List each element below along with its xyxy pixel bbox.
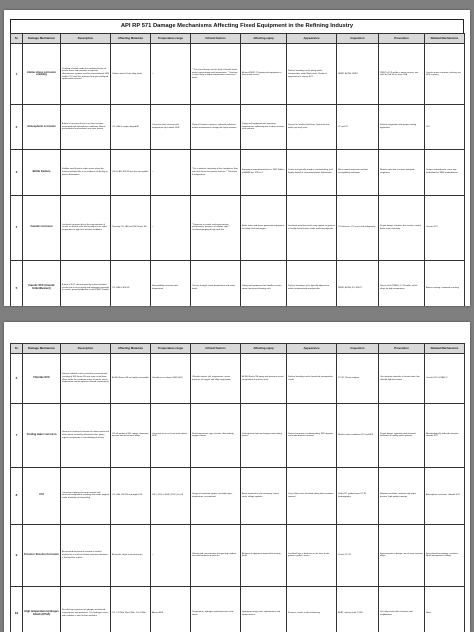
header-sr: Sr. [11, 34, 23, 44]
header-appearance: Appearance [287, 34, 337, 44]
document-page-2 [4, 322, 470, 632]
header-description: Description [61, 34, 111, 44]
inspection-cell: Monitor water conditions; EC and IRIS [337, 404, 379, 467]
related-mechanisms-cell: Caustic SCC & PASCC [425, 354, 465, 404]
prevention-cell: Use alloy steels with chromium and molybdenum [379, 586, 425, 632]
table-row [11, 404, 465, 467]
related-mechanisms-cell: Microbiologically induced corrosion, chloride SCC [425, 404, 465, 467]
header-critical-factors: Critical Factors [191, 34, 241, 44]
inspection-cell: UT thickness; UT scans and radiography [337, 195, 379, 260]
inspection-cell: AUBT, velocity ratio, TOFD [337, 586, 379, 632]
critical-factors-cell: Temperature, hydrogen partial pressure, time, stress [191, 586, 241, 632]
table-row [11, 354, 465, 404]
table-row [11, 467, 465, 524]
critical-factors-cell: Velocity and concentration of impacting medium, size and hardness of particles [191, 524, 241, 586]
header-damage-mechanism: Damage Mechanism [23, 344, 61, 354]
row-number: 7 [11, 404, 23, 467]
affected-equipment-cell: Areas exposed to mist overspray, steam vents, deluge systems [241, 467, 287, 524]
temperature-cell: Susceptibility increases with temperature [151, 260, 191, 306]
damage-mechanisms-table [10, 33, 465, 306]
header-inspection: Inspection [337, 344, 379, 354]
materials-cell: All 300 Series SS are highly susceptible [111, 354, 151, 404]
materials-cell: All metals, alloys and refractories [111, 524, 151, 586]
mechanism-name: Erosion / Erosion-Corrosion [23, 524, 61, 586]
critical-factors-cell: Fluid temperature, type of water, flow velocity, oxygen content [191, 404, 241, 467]
affected-equipment-cell: Boiler water and steam generation equipment including heat exchangers [241, 195, 287, 260]
row-number: 10 [11, 586, 23, 632]
header-temperature-range: Temperature range [151, 344, 191, 354]
table-row [11, 195, 465, 260]
description-cell: General or localized corrosion of carbon steels and other metals caused by dissolved salts, gases, organic compounds or microbiological activity [61, 404, 111, 467]
affected-equipment-cell: Piping and equipment with operating temperatures sufficiently low to allow moisture to be present [241, 105, 287, 149]
header-sr: Sr. [11, 344, 23, 354]
description-cell: Sudden rapid fracture under stress where the material exhibits little or no evidence of ductility or plastic deformation [61, 149, 111, 195]
table-header-row [11, 344, 465, 354]
header-critical-factors: Critical Factors [191, 344, 241, 354]
header-inspection: Inspection [337, 34, 379, 44]
table-row [11, 524, 465, 586]
mechanism-name: Amine stress corrosion cracking [23, 44, 61, 105]
table-row [11, 586, 465, 632]
temperature-cell: 10F (-12C) to 350F (175C) for CS [151, 467, 191, 524]
prevention-cell: Use resistant materials of construction; low chloride hydrotest water [379, 354, 425, 404]
materials-cell: CS, LAS, 300 SS and duplex SS [111, 467, 151, 524]
header-prevention: Prevention [379, 34, 425, 44]
table-row [11, 44, 465, 105]
appearance-cell: Surface breaking cracks; branched transgranular cracks [287, 354, 337, 404]
prevention-cell: Proper design, minimize free caustic, control boiler water chemistry [379, 195, 425, 260]
affected-equipment-cell: Equipment manufactured prior to 1987 Edition of ASME Sec VIII Div 1 [241, 149, 287, 195]
materials-cell: CS, LAS & copper alloyed Al [111, 105, 151, 149]
mechanism-name: CUI [23, 467, 61, 524]
temperature-cell: Usually occurs above 140F (60C) [151, 354, 191, 404]
affected-equipment-cell: Cooling water heat exchangers and cooling towers [241, 404, 287, 467]
materials-cell: CS, all grades of SS, copper, aluminum, titanium and nickel base alloys [111, 404, 151, 467]
related-mechanisms-cell: Caustic stress corrosion cracking, wet H2S cracking [425, 44, 465, 105]
description-cell: Accelerated mechanical removal of surface material as a result of relative movement between a fluid and the surface [61, 524, 111, 586]
related-mechanisms-cell: Temper embrittlement, strain age embrittlement, 885F embrittlement [425, 149, 465, 195]
affected-equipment-cell: All non-PWHT CS piping and equipment in lean amine service [241, 44, 287, 105]
description-cell: Cracking of steels under the combined action of tensile stress and corrosion in aqueous alkanolamine systems used to remove/absorb H2S and/or CO2 and their mixtures from gas and liquid hydrocarbon streams [61, 44, 111, 105]
materials-cell: CS, C-0.5Mo, Mn-0.5Mo, 1Cr-0.5Mo [111, 586, 151, 632]
critical-factors-cell: * The critical factors are the level of tensile stress, amine concentration and temperature. * Cracking is more likely at higher temperatures and stress levels [191, 44, 241, 105]
row-number: 1 [11, 44, 23, 105]
temperature-cell: Above 400F [151, 586, 191, 632]
header-affecting-materials: Affecting Materials [111, 344, 151, 354]
description-cell: Surface initiated cracks caused by environmental cracking of 300 Series SS and some nickel base alloys under the combined action of tensile stress, temperature and an aqueous chloride environment [61, 354, 111, 404]
mechanism-name: Cooling water corrosion [23, 404, 61, 467]
appearance-cell: Loose flaky scale; localized pitting after insulation removal [287, 467, 337, 524]
critical-factors-cell: * For a material containing a flaw, toughness, flaw size and stress level govern fracture. * Thickness & temperature [191, 149, 241, 195]
row-number: 6 [11, 354, 23, 404]
critical-factors-cell: Physical location, moisture, industrial pollutants, marine environments, design that traps moisture [191, 105, 241, 149]
table-row [11, 149, 465, 195]
affected-equipment-cell: All types of equipment exposed to moving fluids [241, 524, 287, 586]
mechanism-name: Atmospheric corrosion [23, 105, 61, 149]
description-cell: Results from exposure to hydrogen at elevated temperatures and pressures. The hydrogen reacts with carbides in steel to form methane [61, 586, 111, 632]
damage-mechanisms-table-continued [10, 343, 465, 632]
critical-factors-cell: Chloride content, pH, temperature, stress, presence of oxygen and alloy composition [191, 354, 241, 404]
inspection-cell: Visual, UT, RT [337, 524, 379, 586]
header-related-mechanisms: Related Mechanisms [425, 34, 465, 44]
table-row [11, 105, 465, 149]
description-cell: A form of corrosion that occurs from moisture associated with atmospheric conditions. Marine and industrial environments are more severe [61, 105, 111, 149]
mechanism-name: Caustic SCC (Caustic Embrittlement) [23, 260, 61, 306]
related-mechanisms-cell: None [425, 586, 465, 632]
related-mechanisms-cell: Amine cracking; carbonate cracking [425, 260, 465, 306]
row-number: 3 [11, 149, 23, 195]
table-header-row [11, 34, 465, 44]
materials-cell: CS & LAS; 400 SS are also susceptible [111, 149, 151, 195]
header-affecting-materials: Affecting Materials [111, 34, 151, 44]
appearance-cell: Surface breaking cracks typically adjacent to welds; predominantly intergranular [287, 260, 337, 306]
critical-factors-cell: Caustic strength, metal temperature and stress levels [191, 260, 241, 306]
related-mechanisms-cell: Atmospheric corrosion, chloride SCC [425, 467, 465, 524]
affected-equipment-cell: Piping and equipment that handles caustic; steam tracing and heating coils [241, 260, 287, 306]
materials-cell: Primarily CS, LAS and 300 Series SS [111, 195, 151, 260]
prevention-cell: Material selection to ensure adequate toughness [379, 149, 425, 195]
appearance-cell: General or localized wall loss; Distinctive iron oxide (red rust) scale [287, 105, 337, 149]
mechanism-name: Chloride SCC [23, 354, 61, 404]
appearance-cell: General corrosion, localized pitting, MIC deposits and under-deposit corrosion [287, 404, 337, 467]
header-affecting-equip: Affecting equip [241, 344, 287, 354]
prevention-cell: PWHT all CS welds in amine service; use solid or clad SS or other CRA [379, 44, 425, 105]
row-number: 2 [11, 105, 23, 149]
temperature-cell: -- [151, 44, 191, 105]
appearance-cell: Localized loss in thickness in the form of pits, grooves, gullies, waves [287, 524, 337, 586]
affected-equipment-cell: Hydroprocessing units; hydrotreaters and hydrocrackers [241, 586, 287, 632]
row-number: 5 [11, 260, 23, 306]
appearance-cell: Fissures, cracks, surface blistering [287, 586, 337, 632]
critical-factors-cell: * Exposure to caustic and concentration mechanisms; presence of alkaline salts. * Localized gouging at high heat flux [191, 195, 241, 260]
temperature-cell: -- [151, 524, 191, 586]
temperature-cell: Corrosion occurs in fresh water above 140F [151, 404, 191, 467]
materials-cell: Carbon steels & Low alloy steels [111, 44, 151, 105]
page-top-margin [4, 322, 470, 343]
mechanism-name: High temperature Hydrogen Attack (HTHA) [23, 586, 61, 632]
inspection-cell: PT, ET, Phase analysis [337, 354, 379, 404]
header-appearance: Appearance [287, 344, 337, 354]
appearance-cell: Localized metal loss which may appear as grooves or locally thinned areas under insulating deposits [287, 195, 337, 260]
prevention-cell: Stress relief (PWHT) of CS welds; nickel alloys for high temperature [379, 260, 425, 306]
header-prevention: Prevention [379, 344, 425, 354]
description-cell: Localized corrosion due to the concentration of caustic or alkaline salts that usually occurs under evaporative or high heat transfer conditions [61, 195, 111, 260]
row-number: 9 [11, 524, 23, 586]
inspection-cell: WFMT, ACFM, SWUT [337, 44, 379, 105]
row-number: 4 [11, 195, 23, 260]
header-description: Description [61, 344, 111, 354]
inspection-cell: Not a normal inspection method; susceptibility evaluation [337, 149, 379, 195]
inspection-cell: VT and UT [337, 105, 379, 149]
inspection-cell: Profile RT, guided wave UT, IR thermography [337, 467, 379, 524]
critical-factors-cell: Design of insulation system, insulation type, temperature, environment [191, 467, 241, 524]
related-mechanisms-cell: Specialized terminology: cavitation, liquid impingement, fretting [425, 524, 465, 586]
mechanism-name: Brittle fracture [23, 149, 61, 195]
header-affecting-equip: Affecting equip [241, 34, 287, 44]
materials-cell: CS, LAS & 300 SS [111, 260, 151, 306]
prevention-cell: Proper design, operation and chemical treatment of cooling water systems [379, 404, 425, 467]
description-cell: Corrosion of piping, pressure vessels and structural components resulting from water trapped under insulation or fireproofing [61, 467, 111, 524]
document-title: API RP 571 Damage Mechanisms Affecting Fixed Equipment in the Refining Industry [10, 19, 464, 33]
affected-equipment-cell: All 300 Series SS piping and pressure vessel components in process units [241, 354, 287, 404]
mechanism-name: Caustic corrosion [23, 195, 61, 260]
row-number: 8 [11, 467, 23, 524]
temperature-cell: -- [151, 195, 191, 260]
appearance-cell: Surface breaking cracks along welds; Intergranular, oxide filled cracks. Similar in appearance to caustic SCC [287, 44, 337, 105]
appearance-cell: Cracks are typically straight, non-branching, and largely devoid of associated plastic deformation [287, 149, 337, 195]
table-row [11, 260, 465, 306]
temperature-cell: Corrosion rates increase with temperature up to about 250F [151, 105, 191, 149]
inspection-cell: WFMT, ACFM, ET, SWUT [337, 260, 379, 306]
related-mechanisms-cell: Caustic SCC [425, 195, 465, 260]
header-temperature-range: Temperature range [151, 34, 191, 44]
document-page-1 [4, 10, 470, 306]
temperature-cell: -- [151, 149, 191, 195]
prevention-cell: Maintain insulation, sealants and vapor barriers; high quality coatings [379, 467, 425, 524]
prevention-cell: Improvements in design; use of more resistant alloys [379, 524, 425, 586]
header-related-mechanisms: Related Mechanisms [425, 344, 465, 354]
related-mechanisms-cell: CUI [425, 105, 465, 149]
prevention-cell: Surface preparation and proper coating application [379, 105, 425, 149]
description-cell: A form of SCC characterized by surface-initiated cracks that occur in piping and equipment exposed to caustic, primarily adjacent to non-PWHT'd welds [61, 260, 111, 306]
header-damage-mechanism: Damage Mechanism [23, 34, 61, 44]
